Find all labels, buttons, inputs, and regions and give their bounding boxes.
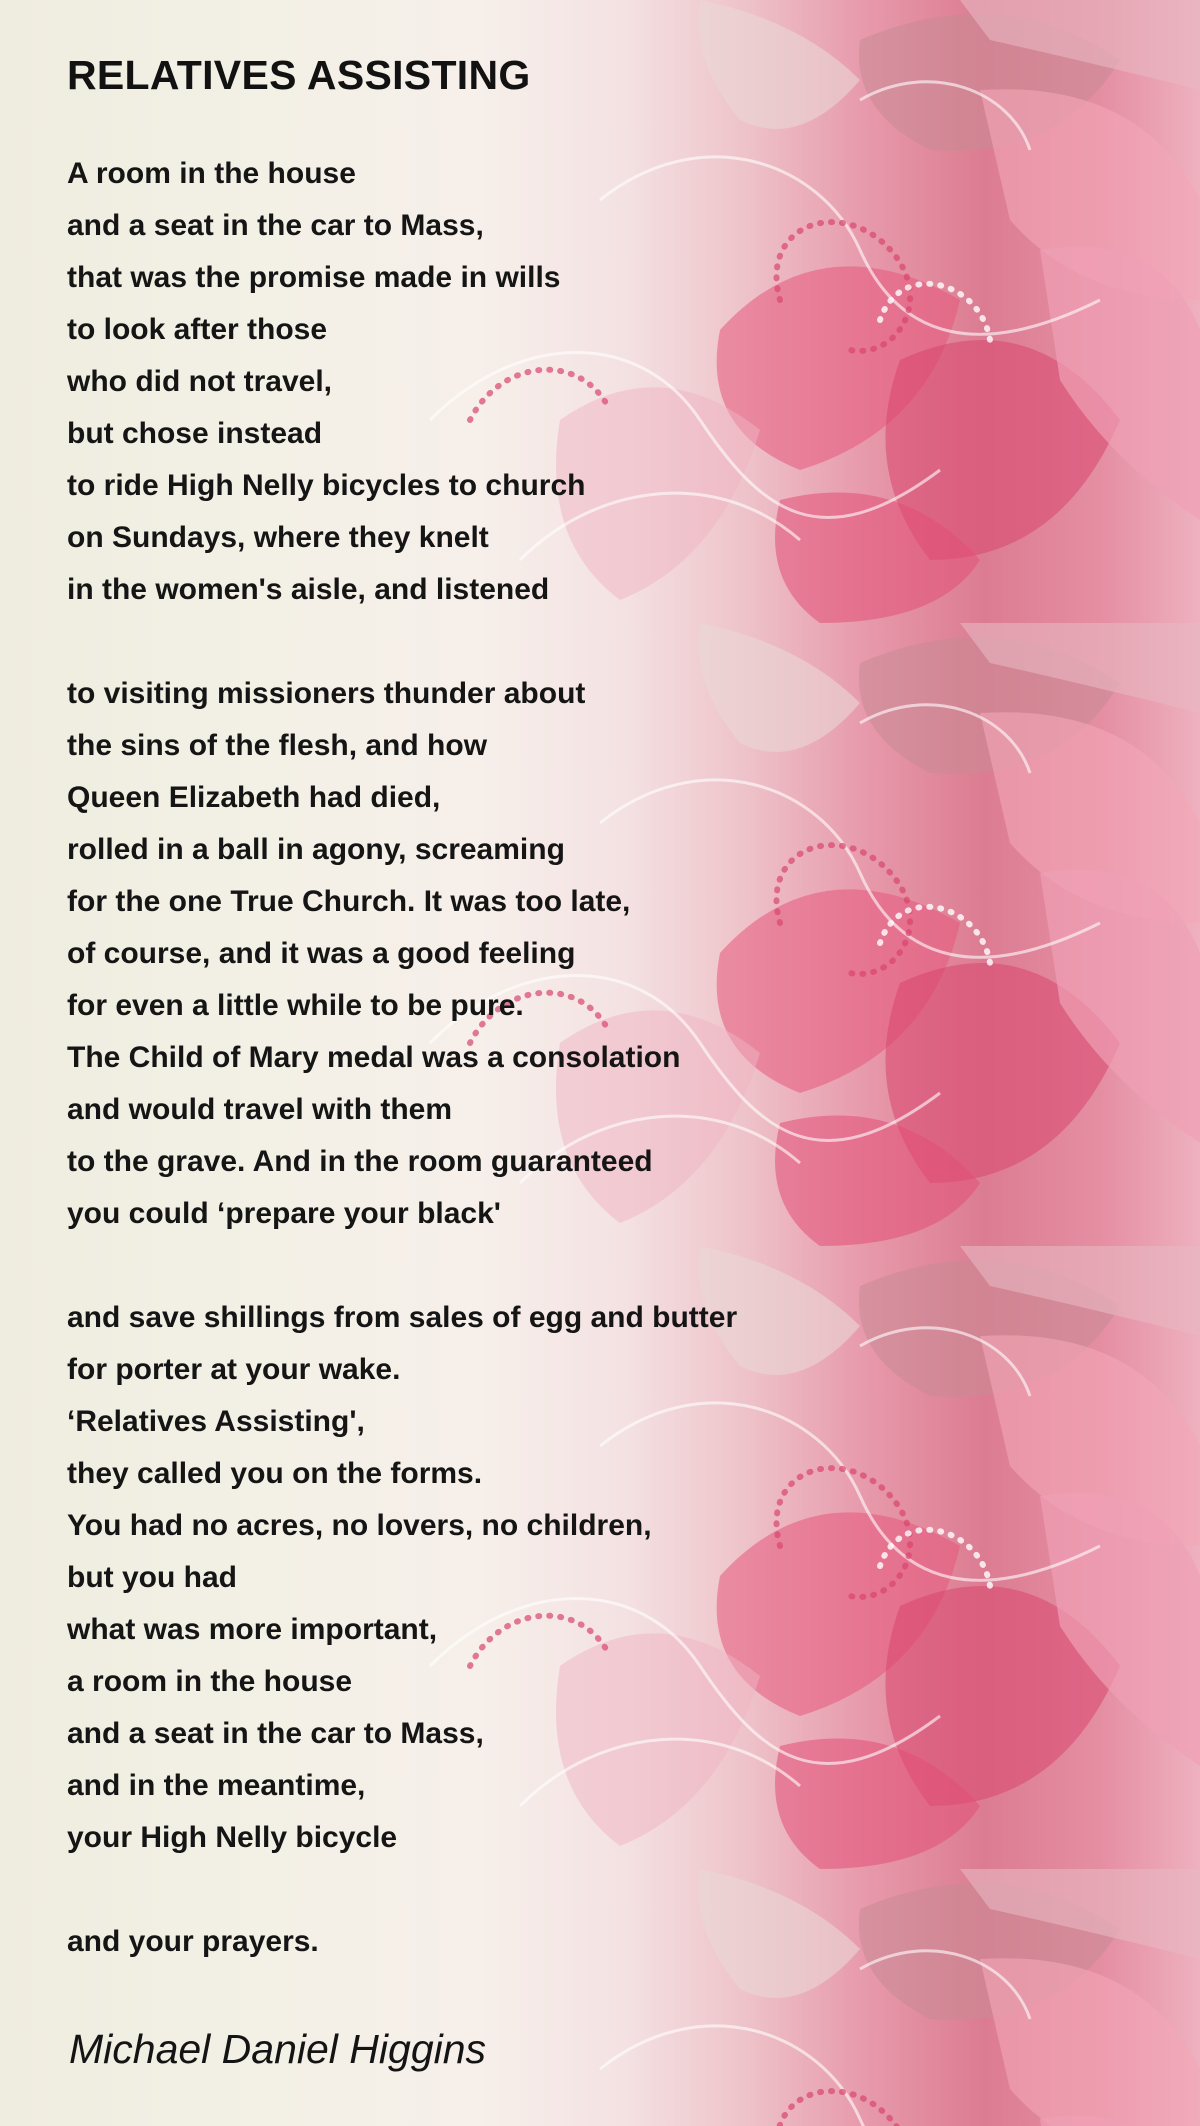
stanza-break [67, 1864, 737, 1916]
poem-title: RELATIVES ASSISTING [67, 52, 531, 98]
poem-line: of course, and it was a good feeling [67, 937, 576, 970]
poem-line: The Child of Mary medal was a consolation [67, 1041, 681, 1074]
poem-line: and in the meantime, [67, 1769, 366, 1802]
poem-line: but chose instead [67, 417, 323, 450]
poem-author: Michael Daniel Higgins [69, 2026, 487, 2072]
stanza-break [67, 1240, 737, 1292]
stanza-break [67, 616, 737, 668]
poem-line: but you had [67, 1561, 237, 1594]
poem-line: your High Nelly bicycle [67, 1821, 398, 1854]
poem-line: in the women's aisle, and listened [67, 573, 550, 606]
poem-body [67, 148, 737, 1968]
poem-line: on Sundays, where they knelt [67, 521, 489, 554]
poem-line: who did not travel, [67, 365, 333, 398]
poem-line: and a seat in the car to Mass, [67, 1717, 484, 1750]
poem-line: for the one True Church. It was too late, [67, 885, 631, 918]
poem-line: You had no acres, no lovers, no children, [67, 1509, 652, 1542]
poem-line: and save shillings from sales of egg and butter [67, 1301, 738, 1334]
poem-line: to ride High Nelly bicycles to church [67, 469, 586, 502]
poem-line: for even a little while to be pure. [67, 989, 524, 1022]
poem-line: A room in the house [67, 157, 356, 190]
poem-line: ‘Relatives Assisting', [67, 1405, 365, 1438]
poem-line: that was the promise made in wills [67, 261, 561, 294]
poem-line: what was more important, [67, 1613, 438, 1646]
poem-line: to visiting missioners thunder about [67, 677, 586, 710]
poem-line: rolled in a ball in agony, screaming [67, 833, 565, 866]
poem-line: a room in the house [67, 1665, 353, 1698]
poem-line: Queen Elizabeth had died, [67, 781, 441, 814]
poem-line: to the grave. And in the room guaranteed [67, 1145, 653, 1178]
poem-line: for porter at your wake. [67, 1353, 401, 1386]
poem-line: they called you on the forms. [67, 1457, 483, 1490]
poem-line: you could ‘prepare your black' [67, 1197, 501, 1230]
poem-line: and your prayers. [67, 1925, 319, 1958]
poem-line: and a seat in the car to Mass, [67, 209, 484, 242]
poem-line: the sins of the flesh, and how [67, 729, 488, 762]
poem-line: and would travel with them [67, 1093, 453, 1126]
poem-line: to look after those [67, 313, 328, 346]
